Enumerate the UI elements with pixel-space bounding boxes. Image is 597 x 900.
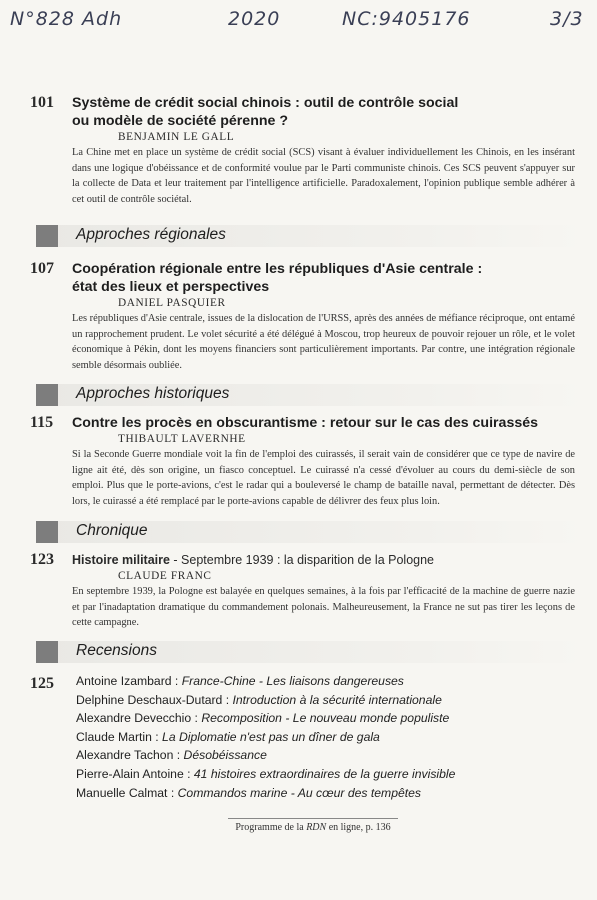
article-title: Système de crédit social chinois : outil de contrôle social ou modèle de société pérenne ?	[72, 95, 459, 129]
article-cuirasses	[30, 414, 575, 509]
article-author: BENJAMIN LE GALL	[118, 131, 235, 143]
footer-note: Programme de la RDN en ligne, p. 136	[228, 818, 398, 833]
handwritten-nc-code: NC:9405176	[342, 8, 471, 30]
recensions-page-number: 125	[30, 675, 54, 692]
section-marker	[36, 521, 58, 543]
section-title: Chronique	[76, 522, 148, 539]
section-header-recensions	[36, 641, 586, 663]
handwritten-reference-number: N°828 Adh	[10, 8, 123, 30]
list-item: Claude Martin : La Diplomatie n'est pas un dîner de gala	[76, 729, 380, 744]
section-marker	[36, 225, 58, 247]
handwritten-year: 2020	[228, 8, 281, 30]
section-marker	[36, 641, 58, 663]
article-author: DANIEL PASQUIER	[118, 297, 226, 309]
list-item: Delphine Deschaux-Dutard : Introduction à la sécurité internationale	[76, 692, 442, 707]
article-title: Histoire militaire - Septembre 1939 : la disparition de la Pologne	[72, 553, 435, 567]
article-credit-social	[30, 94, 575, 207]
list-item: Alexandre Tachon : Désobéissance	[76, 748, 267, 763]
article-abstract: Si la Seconde Guerre mondiale voit la fin de l'emploi des cuirassés, il serait vain de considérer que ce type de navire de ligne ait été, dès son origine, un fiasco conceptuel. Le cuirassé n'a cessé d'évoluer au cours du demi-siècle de son emploi. Plus que le porte-avions, c'est le radar qui a bouleversé le champ de bataille naval, permettant de détecter. Dès lors, le cuirassé a été remplacé par le porte-avions capable de délivrer des feux plus loin.	[72, 449, 575, 507]
section-title: Approches historiques	[76, 385, 230, 402]
article-page-number: 115	[30, 414, 54, 431]
article-abstract: Les républiques d'Asie centrale, issues de la dislocation de l'URSS, après des années de méfiance réciproque, ont entamé un rapprochement prudent. Le volet sécurité a été délégué à Moscou, trop heureux de pouvoir rejouer un rôle, et le volet économique à Pékin, dont les moyens financiers sont particulièrement importants. Par contre, une intégration régionale semble désormais oubliée.	[72, 313, 575, 371]
article-title: Contre les procès en obscurantisme : retour sur le cas des cuirassés	[72, 415, 539, 431]
article-author: CLAUDE FRANC	[118, 570, 212, 582]
section-marker	[36, 384, 58, 406]
section-title: Recensions	[76, 642, 157, 659]
list-item: Manuelle Calmat : Commandos marine - Au cœur des tempêtes	[76, 785, 422, 800]
article-title: Coopération régionale entre les républiques d'Asie centrale : état des lieux et perspectives	[72, 261, 483, 295]
article-abstract: En septembre 1939, la Pologne est balayée en quelques semaines, à la fois par l'efficacité de la machine de guerre nazie et par l'inadaptation dramatique du commandement polonais. Malheureusement, la France ne sut pas tirer les leçons de cette campagne.	[72, 586, 575, 629]
list-item: Pierre-Alain Antoine : 41 histoires extraordinaires de la guerre invisible	[76, 766, 456, 781]
article-page-number: 107	[30, 260, 54, 277]
section-header-chronique	[36, 521, 586, 543]
recensions-list	[76, 672, 455, 802]
article-pologne	[30, 551, 575, 631]
section-header-regional	[36, 225, 586, 247]
article-page-number: 101	[30, 94, 54, 111]
section-header-historique	[36, 384, 586, 406]
article-asie-centrale	[30, 260, 575, 373]
article-author: THIBAULT LAVERNHE	[118, 433, 246, 445]
list-item: Alexandre Devecchio : Recomposition - Le nouveau monde populiste	[76, 711, 450, 726]
list-item: Antoine Izambard : France-Chine - Les liaisons dangereuses	[76, 674, 404, 688]
section-title: Approches régionales	[76, 226, 226, 243]
handwritten-page-count: 3/3	[550, 8, 584, 30]
article-page-number: 123	[30, 551, 54, 568]
article-abstract: La Chine met en place un système de crédit social (SCS) visant à évaluer individuellement les Chinois, en les insérant dans une logique d'obéissance et de conformité voulue par le Parti communiste chinois. Ces SCS peuvent s'appuyer sur la collecte de Data et leur traitement par l'intelligence artificielle. Paradoxalement, l'opinion publique semble adhérer à cet outil de contrôle sociétal.	[72, 147, 575, 205]
